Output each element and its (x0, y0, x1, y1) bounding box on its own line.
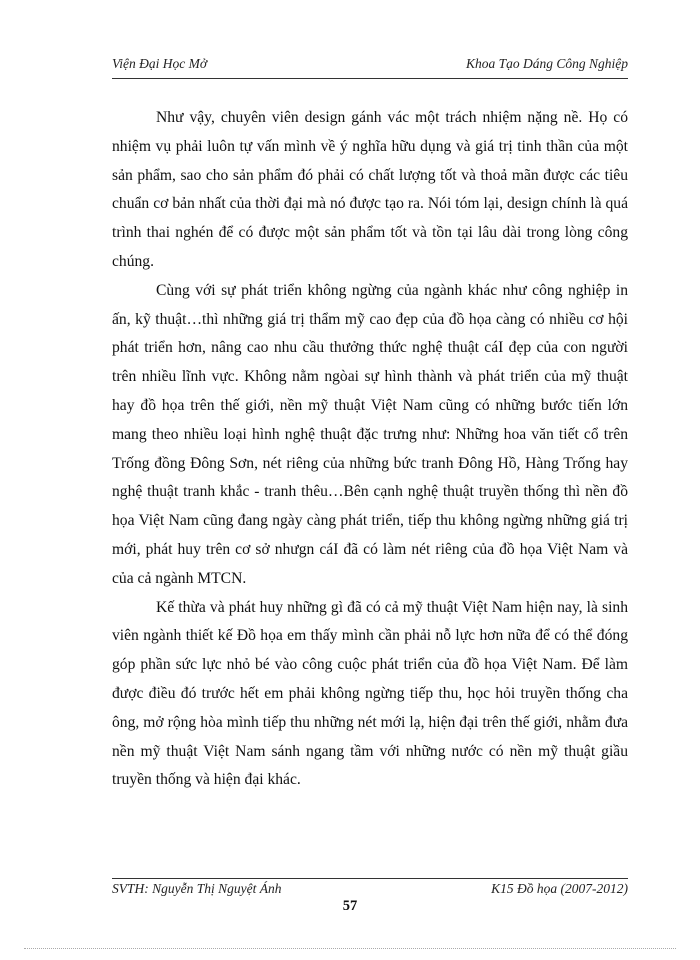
page-break-line (24, 948, 676, 949)
page-number: 57 (342, 898, 358, 914)
footer-class: K15 Đồ họa (2007-2012) (491, 881, 628, 896)
footer-divider (112, 878, 628, 879)
page-header (112, 54, 628, 76)
paragraph-1: Như vậy, chuyên viên design gánh vác một trách nhiệm nặng nề. Họ có nhiệm vụ phải luôn tự vấn mình về ý nghĩa hữu dụng và giá trị tinh thần của một sản phẩm, sao cho sản phẩm đó phải có chất lượng tốt và thoả mãn được các tiêu chuẩn cơ bản nhất của thời đại mà nó được tạo ra. Nói tóm lại, design chính là quá trình thai nghén để có được một sản phẩm tốt và tồn tại lâu dài trong lòng công chúng. (112, 109, 628, 270)
header-institution: Viện Đại Học Mở (112, 56, 208, 71)
paragraph-3: Kế thừa và phát huy những gì đã có cả mỹ thuật Việt Nam hiện nay, là sinh viên ngành thiết kế Đồ họa em thấy mình cần phải nỗ lực hơn nữa để có thể đóng góp phần sức lực nhỏ bé vào công cuộc phát triển của đồ họa Việt Nam. Để làm được điều đó trước hết em phải không ngừng tiếp thu, học hỏi truyền thống cha ông, mở rộng hòa mình tiếp thu những nét mới lạ, hiện đại trên thế giới, nhằm đưa nền mỹ thuật Việt Nam sánh ngang tầm với những nước có nền mỹ thuật giầu truyền thống và hiện đại khác. (112, 598, 628, 789)
paragraph-2: Cùng với sự phát triển không ngừng của ngành khác như công nghiệp in ấn, kỹ thuật…thì những giá trị thẩm mỹ cao đẹp của đồ họa càng có nhiều cơ hội phát triển hơn, nâng cao nhu cầu thưởng thức nghệ thuật cáI đẹp của con người trên nhiều lĩnh vực. Không nằm ngòai sự hình thành và phát triển của mỹ thuật hay đồ họa trên thế giới, nền mỹ thuật Việt Nam cũng có những bước tiến lớn mang theo nhiều loại hình nghệ thuật đặc trưng như: Những hoa văn tiết cổ trên Trống đồng Đông Sơn, nét riêng của những bức tranh Đông Hồ, Hàng Trống hay nghệ thuật tranh khắc - tranh thêu…Bên cạnh nghệ thuật truyền thống thì nền đồ họa Việt Nam cũng đang ngày càng phát triển, tiếp thu không ngừng những giá trị mới, phát huy trên cơ sở nhưgn cáI đã có làm nét riêng của đồ họa Việt Nam và của cả ngành MTCN. (112, 281, 628, 587)
footer-author: SVTH: Nguyễn Thị Nguyệt Ánh (112, 881, 282, 896)
body-text (112, 104, 628, 795)
header-divider (112, 78, 628, 79)
header-faculty: Khoa Tạo Dáng Công Nghiệp (465, 56, 628, 71)
